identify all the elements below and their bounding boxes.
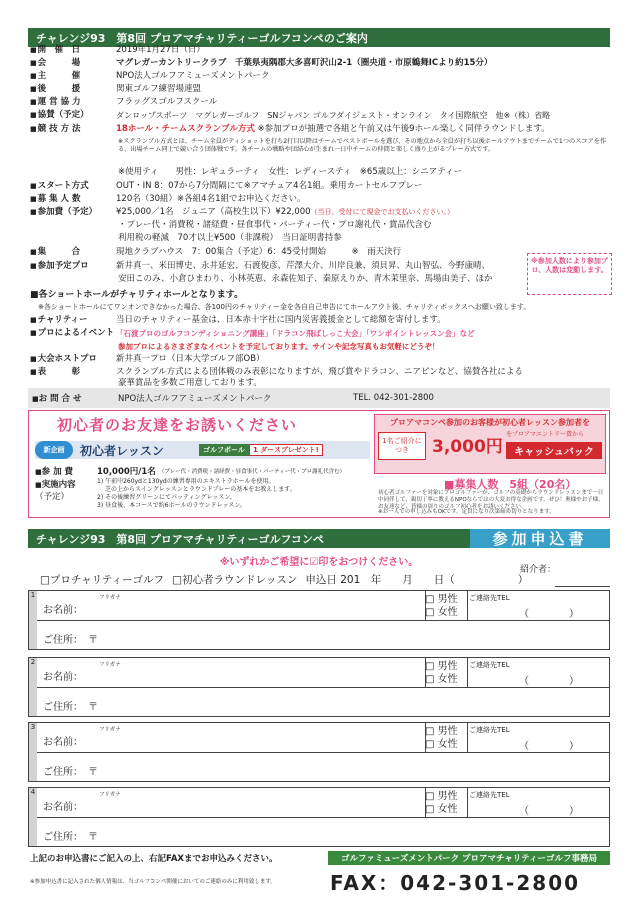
- apply-options: [40, 572, 528, 587]
- charity-row: ■ チャリティー 当日のチャリティー基金は、日本赤十字社に国内災害義援金として総額を寄付します。: [30, 315, 615, 326]
- apply-title: チャレンジ93 第8回 プロアマチャリティーゴルフコンペ: [36, 532, 324, 546]
- fee-line2: ・プレー代・消費税・諸経費・昼食事代・パーティー代・プロ謝礼代・賞品代含む: [118, 220, 432, 230]
- option-pro-charity[interactable]: □プロチャリティーゴルフ: [40, 574, 165, 586]
- charity-hole-note: ※各ショートホールにてワンオンできなかった場合、各100円のチャリティー金を各自自己申告にてホールアウト後、チャリティボックスへお願い致します。: [38, 303, 531, 311]
- address-field[interactable]: ご住所： 〒: [43, 635, 98, 646]
- info-sponsor: ■ 協賛（予定） ダンロップスポーツ マグレガーゴルフ SNジャパン ゴルフダイジェスト・オンライン タイ国際航空 他※（株）省略: [30, 110, 615, 121]
- address-field[interactable]: ご住所： 〒: [43, 767, 98, 778]
- name-field[interactable]: お名前：: [43, 605, 83, 616]
- host-row: ■ 大会ホストプロ 新井真一プロ（日本大学ゴルフ部OB）: [30, 354, 615, 365]
- apply-tag: 参加申込書: [470, 529, 610, 548]
- event-note: 参加プロによるさまざまなイベントを予定しております。サインや記念写真もお気軽にどうぞ！: [118, 342, 440, 351]
- option-beginner-lesson[interactable]: □初心者ラウンドレッスン: [172, 574, 298, 586]
- charity-hole-title: ■ 各ショートホールがチャリティホールとなります。: [30, 290, 244, 300]
- female-checkbox[interactable]: □ 女性: [425, 739, 458, 750]
- organizer-office: ゴルファミューズメントパーク プロアマチャリティーゴルフ事務局: [328, 851, 610, 865]
- name-field[interactable]: お名前：: [43, 672, 83, 683]
- name-field[interactable]: お名前：: [43, 802, 83, 813]
- address-field[interactable]: ご住所： 〒: [43, 832, 98, 843]
- info-date: ■ 開 催 日 2019年1月27日（日）: [30, 45, 615, 56]
- friend-content: ■ 実施内容 （予定） 1) 午前中260ydと130ydの練習専用のエキストラホールを使用。 芝の上からスイングレッスンとラウンドプレーの基本をお教えします。 2) その後練習グリーンにてパッティングレッスン。 3) 昼食後、本コースで約6ホールのラウンドレッスン。: [35, 478, 296, 510]
- info-operation: ■ 運 営 協 力 フラッグスゴルフスクール: [30, 97, 615, 108]
- new-badge: 新企画: [35, 441, 73, 459]
- cashback-amount: 3,000円: [432, 437, 503, 457]
- application-form-2: 2 フリガナ お名前： □ 男性 □ 女性 ご連絡先TEL （ ） ご住所： 〒: [28, 657, 610, 717]
- lesson-title: 初心者レッスン: [80, 444, 164, 458]
- meet-row: ■ 集 合 現地クラブハウス 7：00集合（予定）6：45受付開始 ※ 雨天決行: [30, 247, 615, 258]
- female-checkbox[interactable]: □ 女性: [425, 607, 458, 618]
- apply-header: [28, 529, 610, 548]
- lesson-bar: [35, 441, 370, 459]
- male-checkbox[interactable]: □ 男性: [425, 661, 458, 672]
- friend-fee: ■ 参 加 費 10,000円/1名 （プレー代・消費税・諸経費・昼食事代・パーティー代・プロ謝礼代含む）: [35, 465, 345, 477]
- tel-field[interactable]: （ ）: [519, 741, 579, 752]
- recruit-count: ■募集人数 5組（20名）: [444, 478, 577, 491]
- introducer-line: [555, 586, 610, 587]
- fee-row: ■ 参加費（予定） ¥25,000／1名 ジュニア（高校生以下）¥22,000（当日、受付にて現金でお支払いください。）: [30, 207, 615, 218]
- count-row: ■ 募 集 人 数 120名（30組）※各組4名1組でお申込ください。: [30, 194, 615, 205]
- apply-date: 申込日 201 年 月 日（ ）: [305, 574, 529, 586]
- info-support: ■ 後 援 関東ゴルフ練習場連盟: [30, 84, 615, 95]
- address-field[interactable]: ご住所： 〒: [43, 702, 98, 713]
- footer-instruction: 上記のお申込書にご記入の上、右記FAXまでお申込みください。: [30, 854, 278, 864]
- info-venue: ■ 会 場 マグレガーカントリークラブ 千葉県夷隅郡大多喜町沢山2-1（圏央道・市原鶴舞ICより約15分）: [30, 58, 615, 69]
- event-row: ■ プロによるイベント 「石渡プロのゴルフコンディショニング講座」「ドラコン飛ばしっこ大会」「ワンポイントレッスン会」など: [30, 328, 615, 340]
- application-form-1: 1 フリガナ お名前： □ 男性 □ 女性 ご連絡先TEL （ ） ご住所： 〒: [28, 590, 610, 650]
- award-row2: 豪華賞品を多数ご用意しております。: [118, 378, 262, 388]
- footer-privacy-note: ※参加申込書に記入された個人情報は、当ゴルフコンペ開催においてのご連絡のみに利用致します。: [30, 879, 276, 885]
- pros-row: ■ 参加予定プロ 新井真一、米田博史、永井延宏、石渡俊彦、芹澤大介、川岸良兼、須貝昇、丸山智弘、今野康晴、: [30, 261, 525, 272]
- friend-title: 初心者のお友達をお誘いください: [57, 416, 298, 434]
- male-checkbox[interactable]: □ 男性: [425, 594, 458, 605]
- rules-tee: ※使用ティ 男性：レギュラーティ 女性：レディースティ ※65歳以上：シニアティー: [118, 167, 463, 177]
- rules-row: ■ 競 技 方 法 18ホール・チームスクランブル方式 ※参加プロが抽選で各組と午前又は午後9ホール楽しく同伴ラウンドします。: [30, 124, 615, 135]
- dozen-present: 1 ダースプレゼント!: [249, 444, 323, 456]
- fee-line3: 利用税の軽減 70才以上¥500（非課税） 当日証明書持参: [118, 233, 342, 243]
- award-row: ■ 表 彰 スクランブル方式による団体戦のみ表彰になりますが、飛び賞やドラコン、ニアピンなど、協賛各社による: [30, 367, 615, 378]
- tel-field[interactable]: （ ）: [519, 609, 579, 620]
- introducer-label: 紹介者：: [520, 565, 557, 575]
- fax-number: FAX：042-301-2800: [330, 871, 581, 895]
- choose-instruction: ※いずれかご希望に☑印をおつけください。: [219, 557, 419, 568]
- tel-field[interactable]: （ ）: [519, 676, 579, 687]
- application-form-4: 4 フリガナ お名前： □ 男性 □ 女性 ご連絡先TEL （ ） ご住所： 〒: [28, 787, 610, 847]
- start-row: ■ スタート方式 OUT・IN 8：07から7分間隔にて※アマチュア4名1組。乗用カートセルフプレー: [30, 181, 615, 192]
- pros-row2: 安田このみ、小倉ひまわり、小林英恵、永森佐知子、秦原えりか、青木茉里奈、馬場由美子、ほか: [118, 274, 493, 284]
- pros-note: ※参加人数により参加プロ、人数は変動します。: [527, 253, 612, 295]
- tel-field[interactable]: （ ）: [519, 806, 579, 817]
- application-form-3: 3 フリガナ お名前： □ 男性 □ 女性 ご連絡先TEL （ ） ご住所： 〒: [28, 722, 610, 782]
- rules-note: ※スクランブル方式とは、チーム全員がティショットを打ち2打目以降はチームでベストボールを選び、その地点から全員が打ち以後ホールアウトまでチームで1つのスコアを作る、出場チーム同士で競い合う団体戦です。各チームの戦略や団結心が生まれ一日中チームの仲間と楽しく盛り上がるプレー方式です。: [118, 138, 607, 153]
- male-checkbox[interactable]: □ 男性: [425, 791, 458, 802]
- info-organizer: ■ 主 催 NPO法人ゴルフアミューズメントパーク: [30, 71, 615, 82]
- male-checkbox[interactable]: □ 男性: [425, 726, 458, 737]
- name-field[interactable]: お名前：: [43, 737, 83, 748]
- friend-invite-box: [28, 410, 610, 518]
- cashback-box: プロアマコンペ参加のお客様が初心者レッスン参加者を 1名ご紹介につき 3,000円 をプロアマエントリー費から キャッシュバック ■募集人数 5組（20名） 初心者ゴルファーを対象にプロゴルファーが、ゴルフの基礎からラウンドレッスンまで一日中同伴して、親切丁寧に教えるNPOならではの大変お得な企画です。ぜひ！奥様やお子様、お友達など、皆様の周りのゴルフ初心者をお誘いください。 ※お一人での申し込みもOKです。定員になり次第締め切りとなります。: [374, 414, 606, 514]
- per-person-badge: 1名ご紹介につき: [378, 432, 426, 460]
- golfball-label: ゴルフボール: [199, 444, 249, 456]
- contact-bar: ■ お 問 合 せ NPO法人ゴルフアミューズメントパーク TEL. 042-301-2800: [28, 388, 610, 408]
- info-title: チャレンジ93 第8回 プロアマチャリティーゴルフコンペのご案内: [36, 31, 368, 45]
- female-checkbox[interactable]: □ 女性: [425, 674, 458, 685]
- female-checkbox[interactable]: □ 女性: [425, 804, 458, 815]
- cashback-label: キャッシュバック: [506, 442, 602, 459]
